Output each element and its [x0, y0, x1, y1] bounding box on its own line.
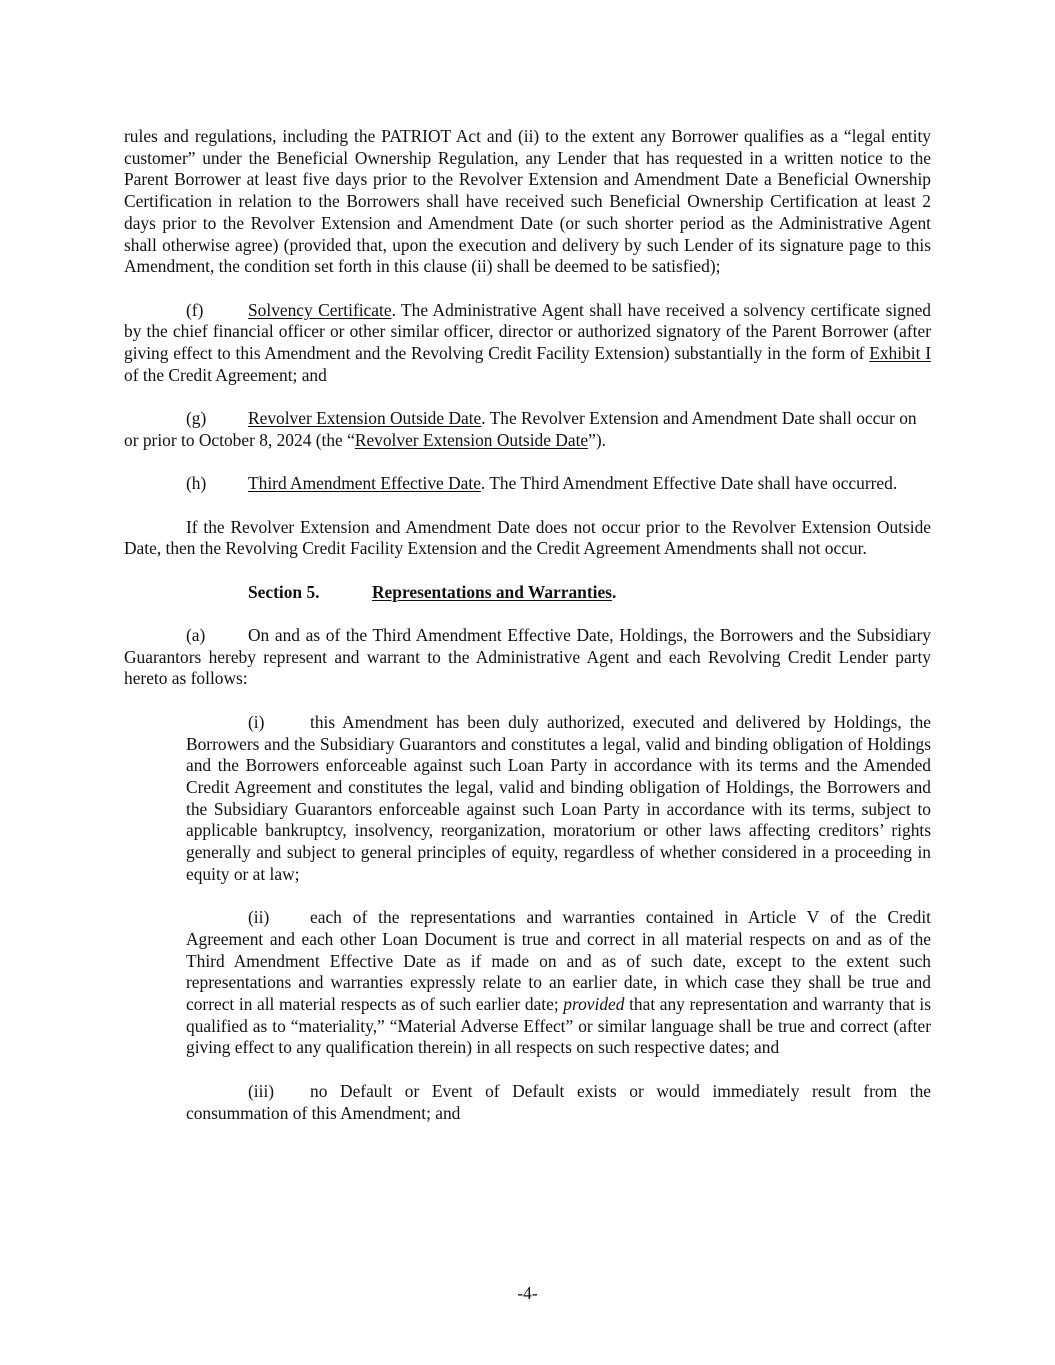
clause-h-text: . The Third Amendment Effective Date shall have occurred. [480, 473, 898, 494]
clause-a-subclauses [186, 712, 931, 1124]
clause-g [124, 408, 931, 451]
exhibit-i-reference: Exhibit I [869, 343, 931, 364]
subclause-ii [186, 907, 931, 1059]
clause-a-text: On and as of the Third Amendment Effective Date, Holdings, the Borrowers and the Subsidiary Guarantors hereby represent and warrant to the Administrative Agent and each Revolving Credit Lender party hereto as follows: [124, 625, 931, 689]
clause-g-label: (g) [186, 408, 207, 429]
subclause-iii [186, 1081, 931, 1124]
subclause-ii-provided: provided [563, 994, 625, 1014]
continuation-paragraph [124, 126, 931, 278]
clause-h-label: (h) [186, 473, 207, 494]
clause-f-label: (f) [186, 299, 204, 320]
clause-g-defined-term: Revolver Extension Outside Date [354, 429, 589, 450]
section-5-title: Representations and Warranties [372, 581, 612, 602]
clause-f-text: . The Administrative Agent shall have received a solvency certificate signed by the chief financial officer or other similar officer, director or authorized signatory of the Parent Borrower (after giving effect to this Amendment and the Revolving Credit Facility Extension) substantially in the form of [124, 299, 931, 364]
document-page [124, 126, 931, 1124]
subclause-ii-label: (ii) [248, 907, 270, 928]
section-5-number: Section 5. [248, 581, 320, 602]
clause-h [124, 473, 931, 495]
clause-a-label: (a) [186, 625, 206, 646]
subclause-i-text: this Amendment has been duly authorized, executed and delivered by Holdings, the Borrowers and the Subsidiary Guarantors and constitutes a legal, valid and binding obligation of Holdings and the Borrowers enforceable against such Loan Party in accordance with its terms and the Amended Credit Agreement and constitutes the legal, valid and binding obligation of Holdings, the Borrowers and the Subsidiary Guarantors enforceable against such Loan Party in accordance with its terms, subject to applicable bankruptcy, insolvency, reorganization, moratorium or other laws affecting creditors’ rights generally and subject to general principles of equity, regardless of whether considered in a proceeding in equity or at law; [186, 711, 931, 884]
clause-a [124, 625, 931, 690]
subclause-i-label: (i) [248, 711, 265, 732]
subclause-iii-label: (iii) [248, 1080, 275, 1101]
clause-f-title: Solvency Certificate [248, 299, 392, 320]
subclause-ii-text: each of the representations and warranties contained in Article V of the Credit Agreement and each other Loan Document is true and correct in all material respects on and as of the Third Amendment Effective Date as if made on and as of such date, except to the extent such representations and warranties expressly relate to an earlier date, in which case they shall be true and correct in all material respects as of such earlier date; [186, 907, 931, 1014]
clause-g-text: . The Revolver Extension and Amendment Date shall occur on or prior to October 8, 2024 (the “ [124, 408, 917, 450]
clause-g-title: Revolver Extension Outside Date [248, 408, 482, 429]
closing-paragraph [124, 517, 931, 560]
clause-f [124, 300, 931, 387]
section-5-heading [248, 582, 931, 604]
clause-f-text-end: of the Credit Agreement; and [124, 364, 327, 385]
clause-h-title: Third Amendment Effective Date [248, 473, 481, 494]
subclause-i [186, 712, 931, 886]
section-5-title-suffix: . [611, 581, 617, 602]
clause-g-text-end: ”). [588, 429, 606, 450]
page-number: -4- [517, 1283, 538, 1303]
subclause-ii-text-end: that any representation and warranty that is qualified as to “materiality,” “Material Adverse Effect” or similar language shall be true and correct (after giving effect to any qualification therein) in all respects on such respective dates; and [186, 994, 931, 1058]
closing-paragraph-text: If the Revolver Extension and Amendment Date does not occur prior to the Revolver Extension Outside Date, then the Revolving Credit Facility Extension and the Credit Agreement Amendments shall not occur. [124, 516, 931, 559]
continuation-text: rules and regulations, including the PATRIOT Act and (ii) to the extent any Borrower qualifies as a “legal entity customer” under the Beneficial Ownership Regulation, any Lender that has requested in a written notice to the Parent Borrower at least five days prior to the Revolver Extension and Amendment Date a Beneficial Ownership Certification in relation to the Borrowers shall have received such Beneficial Ownership Certification at least 2 days prior to the Revolver Extension and Amendment Date (or such shorter period as the Administrative Agent shall otherwise agree) (provided that, upon the execution and delivery by such Lender of its signature page to this Amendment, the condition set forth in this clause (ii) shall be deemed to be satisfied); [124, 126, 931, 277]
subclause-iii-text: no Default or Event of Default exists or would immediately result from the consummation of this Amendment; and [186, 1080, 931, 1123]
